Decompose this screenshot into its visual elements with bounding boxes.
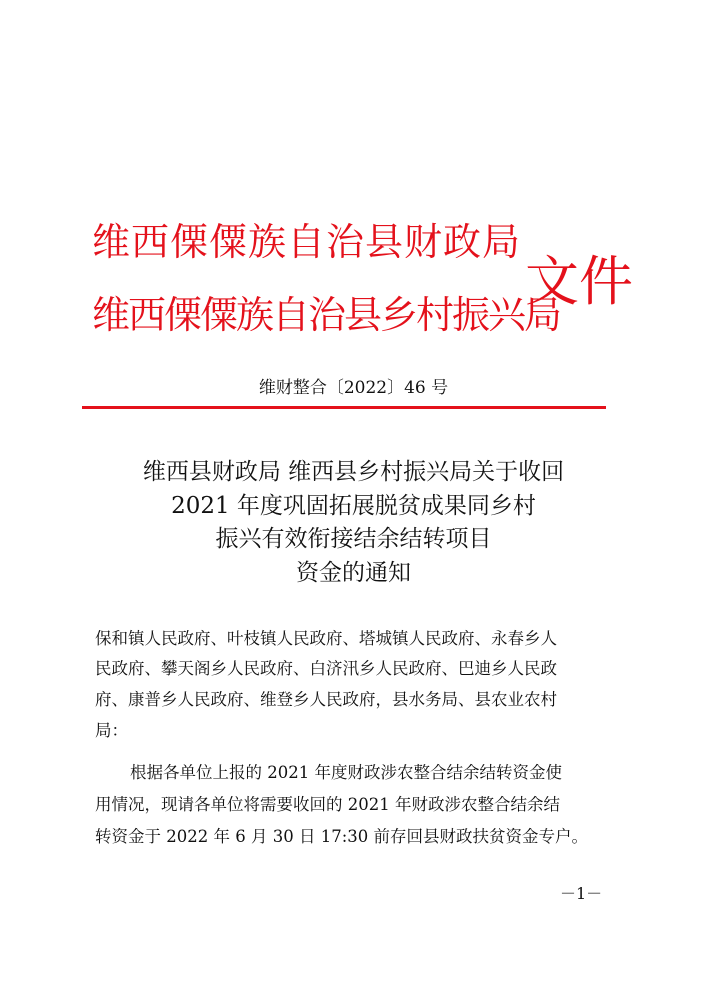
notice-title-line-2: 2021 年度巩固拓展脱贫成果同乡村 xyxy=(171,493,536,519)
notice-title-line-1: 维西县财政局 维西县乡村振兴局关于收回 xyxy=(142,459,565,485)
recipients-line-4: 局： xyxy=(95,721,128,740)
issuer-line-finance-bureau: 维西傈僳族自治县财政局 xyxy=(92,220,522,264)
document-type-label: 文件 xyxy=(525,250,633,313)
body-paragraph-line-1: 根据各单位上报的 2021 年度财政涉农整合结余结转资金使 xyxy=(130,763,562,782)
recipients-line-2: 民政府、攀天阁乡人民政府、白济汛乡人民政府、巴迪乡人民政 xyxy=(95,659,557,678)
document-number: 维财整合〔2022〕46 号 xyxy=(258,378,449,398)
body-paragraph-line-3: 转资金于 2022 年 6 月 30 日 17:30 前存回县财政扶贫资金专户。 xyxy=(95,827,588,846)
body-paragraph-line-2: 用情况，现请各单位将需要收回的 2021 年财政涉农整合结余结 xyxy=(95,795,560,814)
recipients-line-1: 保和镇人民政府、叶枝镇人民政府、塔城镇人民政府、永春乡人 xyxy=(95,629,557,648)
notice-title-line-3: 振兴有效衔接结余结转项目 xyxy=(215,526,492,552)
issuer-line-rural-revitalization-bureau: 维西傈僳族自治县乡村振兴局 xyxy=(92,293,561,337)
notice-title-line-4: 资金的通知 xyxy=(296,560,411,586)
red-divider-line xyxy=(82,406,606,409)
page-number: －1－ xyxy=(560,884,603,903)
recipients-line-3: 府、康普乡人民政府、维登乡人民政府，县水务局、县农业农村 xyxy=(95,690,557,709)
